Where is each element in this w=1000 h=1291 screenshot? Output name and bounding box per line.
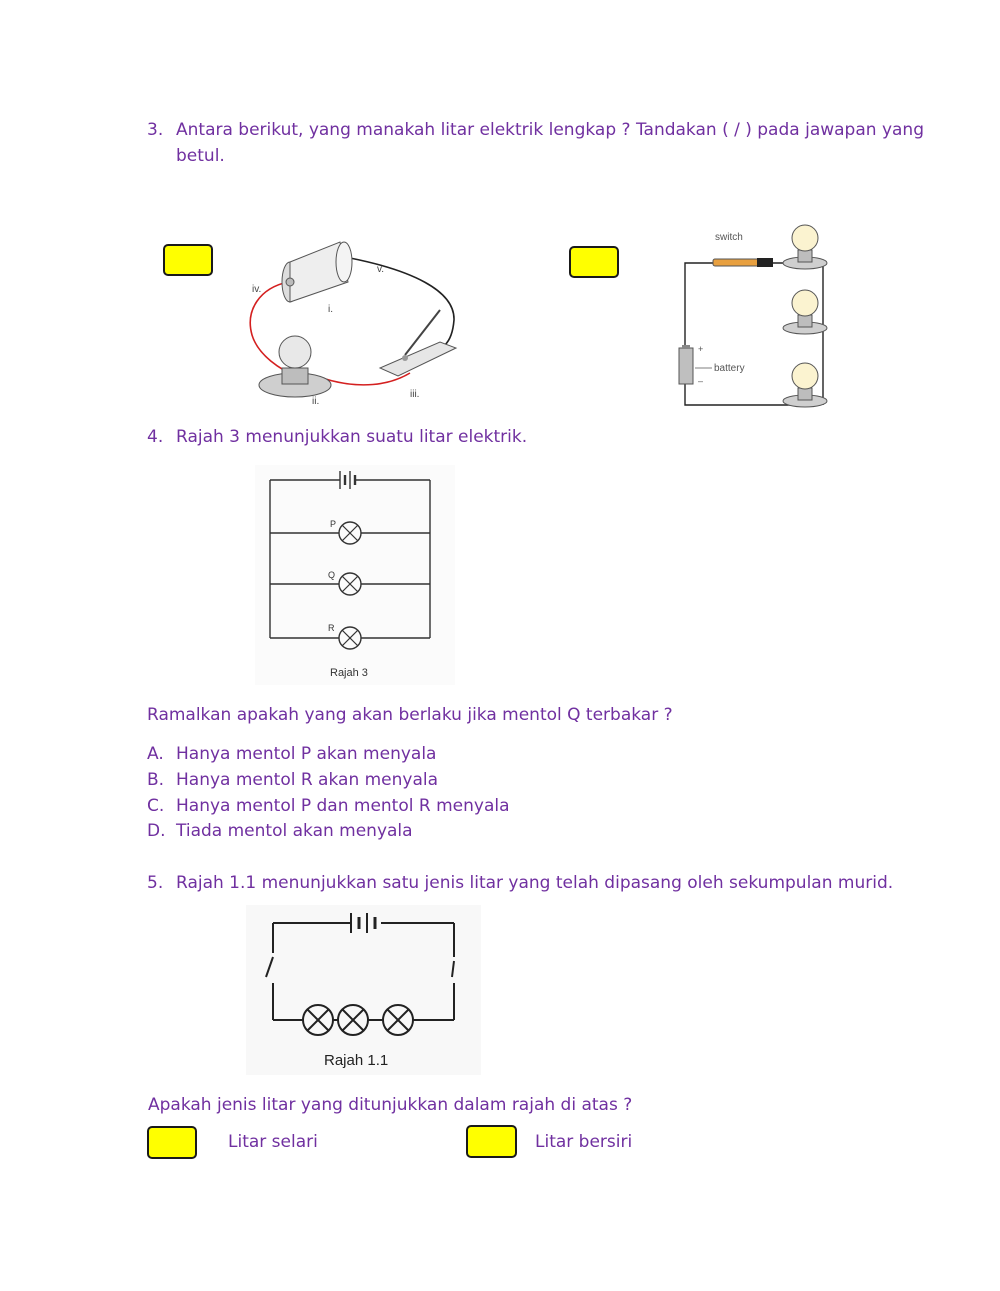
q3-answer-box-b[interactable] (569, 246, 619, 278)
switch-icon (713, 258, 773, 267)
q3-figure-a-circuit (240, 230, 470, 410)
q3-question-line2: betul. (176, 146, 225, 166)
q4-question: Ramalkan apakah yang akan berlaku jika mentol Q terbakar ? (147, 705, 673, 725)
fig-b-label-minus: – (698, 376, 704, 386)
q4-option-a-letter: A. (147, 744, 164, 764)
fig-a-label-i: i. (328, 304, 333, 315)
fig-a-label-v: v. (377, 264, 385, 275)
lamp-q-label: Q (328, 570, 336, 580)
q5-figure-rajah-1-1 (246, 905, 481, 1075)
fig-a-label-iv: iv. (252, 284, 262, 295)
q5-answer-box-bersiri[interactable] (466, 1125, 517, 1158)
q3-number: 3. (147, 120, 164, 140)
q4-number: 4. (147, 427, 164, 447)
q4-option-a-text[interactable]: Hanya mentol P akan menyala (176, 744, 437, 764)
q4-option-b-letter: B. (147, 770, 165, 790)
q4-option-d-letter: D. (147, 821, 166, 841)
q5-question: Apakah jenis litar yang ditunjukkan dalam rajah di atas ? (148, 1095, 633, 1115)
bulb-icon-2 (783, 290, 827, 334)
switch-icon (380, 310, 456, 376)
q5-number: 5. (147, 873, 164, 893)
cell-icon (282, 242, 352, 302)
q5-statement: Rajah 1.1 menunjukkan satu jenis litar yang telah dipasang oleh sekumpulan murid. (176, 873, 894, 893)
fig-b-label-switch: switch (715, 232, 743, 243)
fig-a-label-iii: iii. (410, 389, 420, 400)
battery-icon (679, 345, 693, 384)
lamp-p-label: P (330, 519, 337, 529)
fig-a-label-ii: ii. (312, 396, 320, 407)
q3-figure-b-circuit (665, 218, 845, 418)
q5-choice-bersiri: Litar bersiri (535, 1132, 633, 1152)
rajah-3-caption: Rajah 3 (330, 667, 368, 679)
q4-option-c-text[interactable]: Hanya mentol P dan mentol R menyala (176, 796, 510, 816)
q5-answer-box-selari[interactable] (147, 1126, 197, 1159)
q4-option-b-text[interactable]: Hanya mentol R akan menyala (176, 770, 439, 790)
fig-b-label-battery: battery (714, 363, 745, 374)
q5-choice-selari: Litar selari (228, 1132, 318, 1152)
q3-answer-box-a[interactable] (163, 244, 213, 276)
q3-question-line1: Antara berikut, yang manakah litar elektrik lengkap ? Tandakan ( / ) pada jawapan yang (176, 120, 924, 140)
q4-option-d-text[interactable]: Tiada mentol akan menyala (176, 821, 413, 841)
bulb-icon-1 (783, 225, 827, 269)
fig-b-label-plus: + (698, 344, 704, 354)
lamp-r-label: R (328, 623, 335, 633)
q4-statement: Rajah 3 menunjukkan suatu litar elektrik. (176, 427, 528, 447)
q4-figure-rajah-3 (255, 465, 455, 685)
q4-option-c-letter: C. (147, 796, 165, 816)
rajah-1-1-caption: Rajah 1.1 (324, 1052, 389, 1069)
bulb-icon (259, 336, 331, 397)
bulb-icon-3 (783, 363, 827, 407)
